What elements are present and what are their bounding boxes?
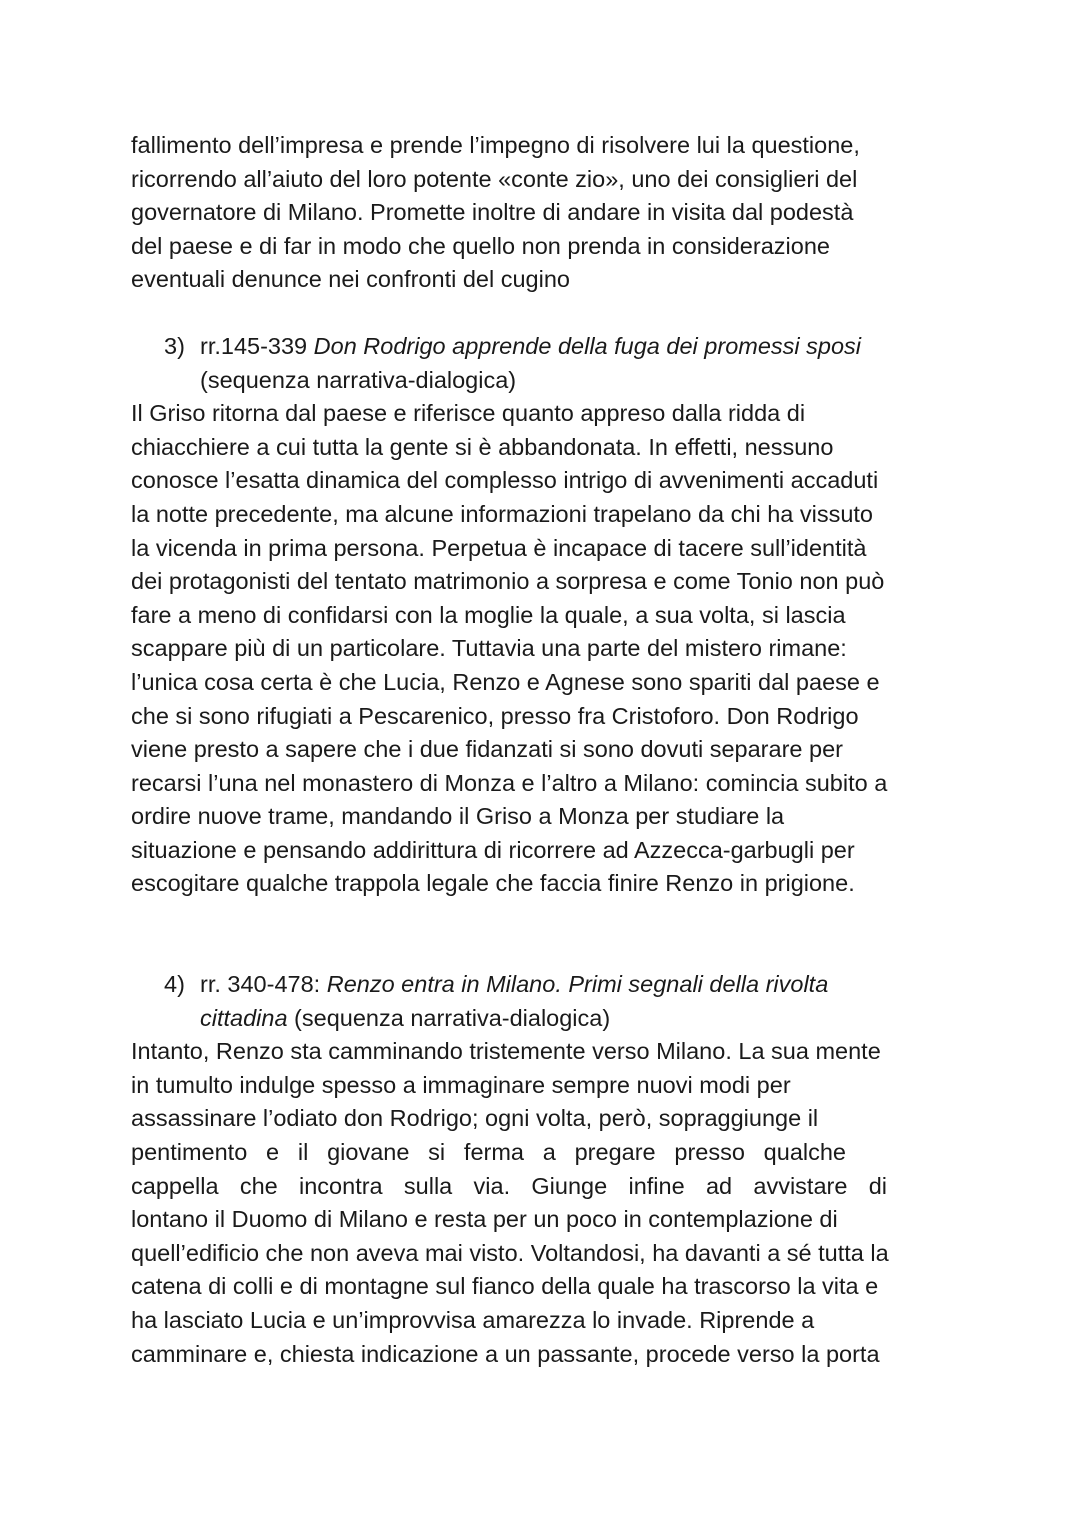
section-heading-line — [131, 1002, 961, 1036]
text-line: dei protagonisti del tentato matrimonio a sorpresa e come Tonio non può — [131, 568, 885, 595]
spacer — [131, 297, 961, 330]
text-line: cappella che incontra sulla via. Giunge infine ad avvistare di — [131, 1172, 887, 1199]
section-heading-line — [131, 330, 961, 364]
section-subtitle: (sequenza narrativa-dialogica) — [200, 366, 517, 393]
text-line: escogitare qualche trappola legale che faccia finire Renzo in prigione. — [131, 870, 855, 897]
text-line: conosce l’esatta dinamica del complesso intrigo di avvenimenti accaduti — [131, 467, 879, 494]
text-line: chiacchiere a cui tutta la gente si è abbandonata. In effetti, nessuno — [131, 433, 834, 460]
section-title: Don Rodrigo apprende della fuga dei promessi sposi — [313, 332, 862, 359]
section-ref: rr. 340-478: — [200, 971, 327, 998]
text-line: ha lasciato Lucia e un’improvvisa amarezza lo invade. Riprende a — [131, 1307, 815, 1333]
text-line: eventuali denunce nei confronti del cugino — [131, 266, 570, 293]
text-line: Intanto, Renzo sta camminando tristemente verso Milano. La sua mente — [131, 1038, 881, 1065]
section-ref: rr.145-339 — [200, 332, 314, 359]
text-line: Il Griso ritorna dal paese e riferisce quanto appreso dalla ridda di — [131, 400, 806, 427]
text-line: quell’edificio che non aveva mai visto. Voltandosi, ha davanti a sé tutta la — [131, 1239, 889, 1266]
text-line: scappare più di un particolare. Tuttavia una parte del mistero rimane: — [131, 635, 847, 662]
text-line: ordire nuove trame, mandando il Griso a Monza per studiare la — [131, 803, 785, 830]
text-line: l’unica cosa certa è che Lucia, Renzo e Agnese sono spariti dal paese e — [131, 668, 880, 695]
text-line: assassinare l’odiato don Rodrigo; ogni volta, però, sopraggiunge il — [131, 1105, 819, 1132]
text-line: del paese e di far in modo che quello non prenda in considerazione — [131, 232, 830, 259]
text-line: pentimento e il giovane si ferma a pregare presso qualche — [131, 1139, 846, 1166]
section-4-heading — [131, 968, 961, 1035]
section-number: 3) — [164, 332, 185, 359]
text-line: fallimento dell’impresa e prende l’impegno di risolvere lui la questione, — [131, 132, 860, 158]
text-line: la vicenda in prima persona. Perpetua è incapace di tacere sull’identità — [131, 534, 867, 561]
text-line: situazione e pensando addirittura di ricorrere ad Azzecca-garbugli per — [131, 836, 855, 863]
text-line: lontano il Duomo di Milano e resta per un poco in contemplazione di — [131, 1206, 838, 1233]
section-title-cont: cittadina — [200, 1004, 288, 1031]
section-3-paragraph — [131, 397, 961, 901]
spacer — [131, 901, 961, 968]
section-3-heading — [131, 330, 961, 397]
document-page — [131, 129, 961, 1371]
text-line: governatore di Milano. Promette inoltre di andare in visita dal podestà — [131, 199, 854, 226]
text-line: camminare e, chiesta indicazione a un passante, procede verso la porta — [131, 1340, 880, 1367]
intro-paragraph — [131, 129, 961, 297]
text-line: ricorrendo all’aiuto del loro potente «conte zio», uno dei consiglieri del — [131, 165, 858, 192]
section-title: Renzo entra in Milano. Primi segnali della rivolta — [326, 971, 829, 998]
text-line: fare a meno di confidarsi con la moglie la quale, a sua volta, si lascia — [131, 601, 846, 628]
section-subtitle: (sequenza narrativa-dialogica) — [287, 1004, 611, 1031]
section-heading-line — [131, 968, 961, 1002]
text-line: catena di colli e di montagne sul fianco della quale ha trascorso la vita e — [131, 1273, 879, 1300]
text-line: che si sono rifugiati a Pescarenico, presso fra Cristoforo. Don Rodrigo — [131, 702, 859, 729]
text-line: in tumulto indulge spesso a immaginare sempre nuovi modi per — [131, 1071, 791, 1098]
text-line: la notte precedente, ma alcune informazioni trapelano da chi ha vissuto — [131, 500, 874, 527]
text-line: recarsi l’una nel monastero di Monza e l’altro a Milano: comincia subito a — [131, 769, 888, 796]
text-line: viene presto a sapere che i due fidanzati si sono dovuti separare per — [131, 736, 843, 763]
section-4-paragraph — [131, 1035, 961, 1371]
section-number: 4) — [164, 971, 185, 998]
